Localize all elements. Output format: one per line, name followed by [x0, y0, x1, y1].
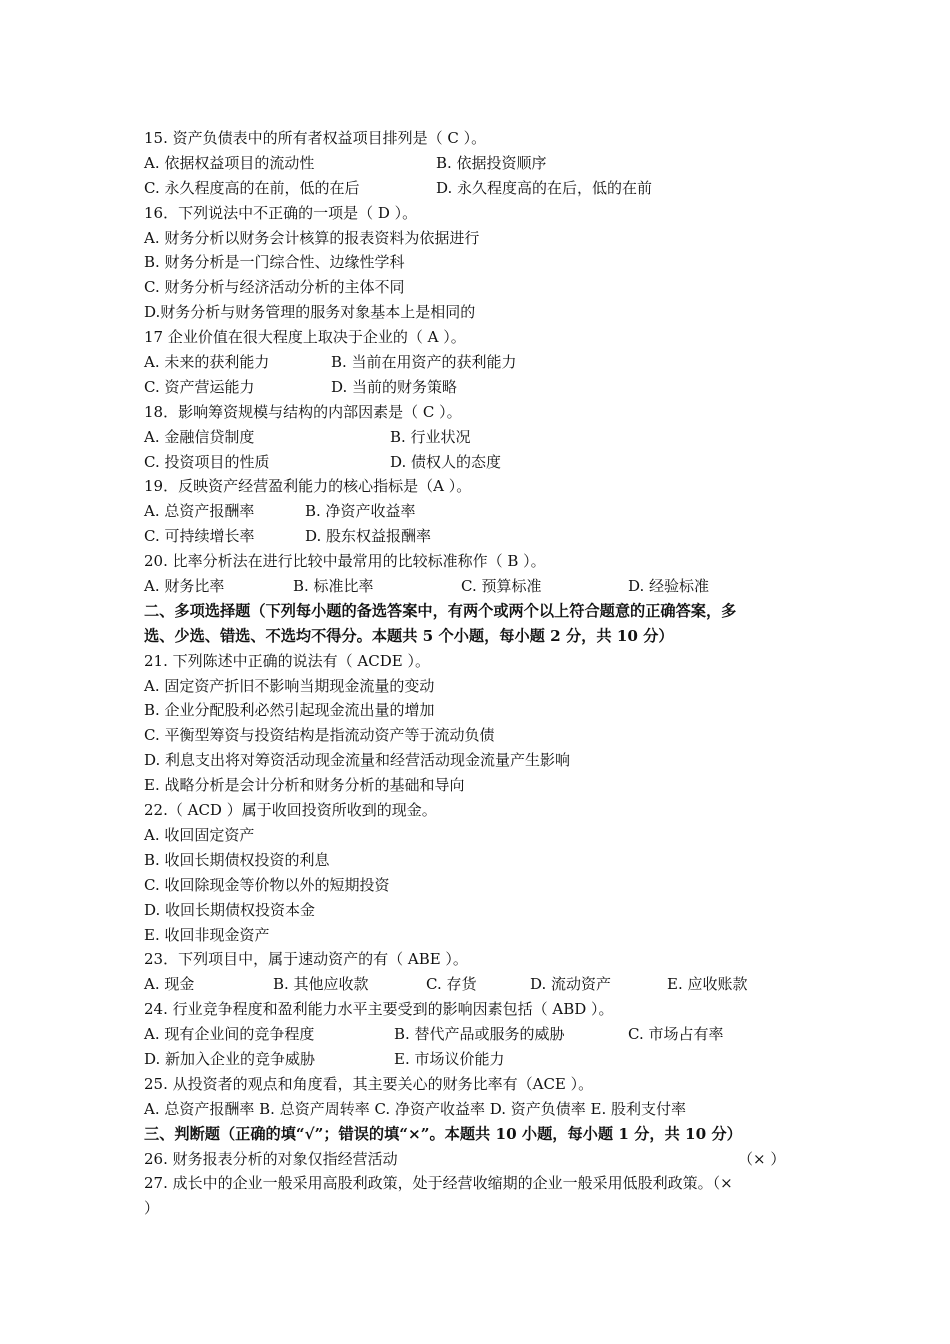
question-21-option-b: B. 企业分配股利必然引起现金流出量的增加	[144, 701, 435, 720]
question-22-option-b: B. 收回长期债权投资的利息	[144, 850, 330, 869]
question-16-option-a: A. 财务分析以财务会计核算的报表资料为依据进行	[144, 228, 480, 247]
question-15-option-a: A. 依据权益项目的流动性	[144, 153, 315, 172]
question-26-stem: 26. 财务报表分析的对象仅指经营活动	[144, 1149, 398, 1168]
question-16-option-b: B. 财务分析是一门综合性、边缘性学科	[144, 253, 405, 272]
question-23-options-row	[144, 972, 824, 997]
question-22-stem: 22.（ ACD ）属于收回投资所收到的现金。	[144, 801, 437, 820]
question-24-option-a: A. 现有企业间的竞争程度	[144, 1025, 315, 1044]
question-18-option-a: A. 金融信贷制度	[144, 427, 255, 446]
question-15-option-b: B. 依据投资顺序	[436, 153, 547, 172]
question-20-option-a: A. 财务比率	[144, 577, 225, 596]
question-26-row	[144, 1147, 824, 1172]
question-16-option-c: C. 财务分析与经济活动分析的主体不同	[144, 278, 405, 297]
question-22-option-e: E. 收回非现金资产	[144, 925, 270, 944]
question-18-option-c: C. 投资项目的性质	[144, 452, 270, 471]
question-15-options-row-1	[144, 151, 824, 176]
question-15-option-c: C. 永久程度高的在前，低的在后	[144, 178, 360, 197]
question-24-options-row-1	[144, 1022, 824, 1047]
question-21-option-a: A. 固定资产折旧不影响当期现金流量的变动	[144, 676, 435, 695]
question-20-options-row	[144, 574, 824, 599]
question-15-stem: 15. 资产负债表中的所有者权益项目排列是（ C ）。	[144, 129, 487, 147]
question-24-option-e: E. 市场议价能力	[394, 1049, 505, 1068]
question-16-stem: 16．下列说法中不正确的一项是（ D ）。	[144, 203, 418, 222]
question-25-options: A. 总资产报酬率 B. 总资产周转率 C. 净资产收益率 D. 资产负债率 E. 股利支付率	[144, 1099, 686, 1118]
question-18-options-row-2	[144, 450, 824, 475]
question-18-stem: 18．影响筹资规模与结构的内部因素是（ C ）。	[144, 402, 462, 421]
question-22-option-d: D. 收回长期债权投资本金	[144, 900, 316, 919]
question-18-option-b: B. 行业状况	[390, 427, 471, 446]
question-17-options-row-1	[144, 350, 824, 375]
question-27-stem-line-1: 27. 成长中的企业一般采用高股利政策，处于经营收缩期的企业一般采用低股利政策。（×	[144, 1174, 733, 1193]
section-3-heading: 三、判断题（正确的填“√”；错误的填“×”。本题共 10 小题，每小题 1 分，共 10 分）	[144, 1124, 742, 1143]
question-20-option-b: B. 标准比率	[293, 577, 374, 596]
question-21-option-e: E. 战略分析是会计分析和财务分析的基础和导向	[144, 776, 465, 795]
question-17-options-row-2	[144, 375, 824, 400]
question-24-stem: 24. 行业竞争程度和盈利能力水平主要受到的影响因素包括（ ABD ）。	[144, 1000, 614, 1019]
question-18-options-row-1	[144, 425, 824, 450]
question-22-option-a: A. 收回固定资产	[144, 825, 255, 844]
question-19-option-a: A. 总资产报酬率	[144, 502, 255, 521]
section-2-heading-line-1: 二、多项选择题（下列每小题的备选答案中，有两个或两个以上符合题意的正确答案，多	[144, 601, 737, 620]
question-17-stem: 17 企业价值在很大程度上取决于企业的（ A ）。	[144, 328, 466, 347]
question-21-option-d: D. 利息支出将对筹资活动现金流量和经营活动现金流量产生影响	[144, 751, 571, 770]
question-17-option-a: A. 未来的获利能力	[144, 353, 270, 372]
question-17-option-b: B. 当前在用资产的获利能力	[331, 353, 517, 372]
question-25-stem: 25. 从投资者的观点和角度看，其主要关心的财务比率有（ACE ）。	[144, 1074, 594, 1093]
question-15-options-row-2	[144, 176, 824, 201]
question-17-option-c: C. 资产营运能力	[144, 377, 255, 396]
question-23-option-a: A. 现金	[144, 975, 195, 994]
question-23-option-d: D. 流动资产	[530, 975, 612, 994]
question-16-option-d: D.财务分析与财务管理的服务对象基本上是相同的	[144, 303, 476, 322]
question-20-option-c: C. 预算标准	[461, 577, 542, 596]
question-17-option-d: D. 当前的财务策略	[331, 377, 458, 396]
question-18-option-d: D. 债权人的态度	[390, 452, 502, 471]
section-2-heading-line-2: 选、少选、错选、不选均不得分。本题共 5 个小题，每小题 2 分，共 10 分）	[144, 626, 674, 645]
question-21-option-c: C. 平衡型筹资与投资结构是指流动资产等于流动负债	[144, 726, 495, 745]
question-23-option-e: E. 应收账款	[667, 975, 748, 994]
question-19-option-d: D. 股东权益报酬率	[305, 527, 432, 546]
question-19-stem: 19．反映资产经营盈利能力的核心指标是（A ）。	[144, 477, 472, 496]
question-21-stem: 21. 下列陈述中正确的说法有（ ACDE ）。	[144, 651, 430, 670]
question-23-option-c: C. 存货	[426, 975, 477, 994]
question-23-stem: 23．下列项目中，属于速动资产的有（ ABE ）。	[144, 950, 468, 969]
question-19-options-row-2	[144, 524, 824, 549]
question-19-options-row-1	[144, 499, 824, 524]
question-19-option-b: B. 净资产收益率	[305, 502, 416, 521]
question-26-answer: （× ）	[738, 1149, 786, 1168]
question-15-option-d: D. 永久程度高的在后，低的在前	[436, 178, 653, 197]
question-19-option-c: C. 可持续增长率	[144, 527, 255, 546]
document-body	[144, 126, 824, 1221]
question-20-option-d: D. 经验标准	[628, 577, 710, 596]
question-27-stem-line-2: ）	[144, 1199, 160, 1218]
question-20-stem: 20. 比率分析法在进行比较中最常用的比较标准称作（ B ）。	[144, 552, 546, 571]
question-24-options-row-2	[144, 1047, 824, 1072]
question-23-option-b: B. 其他应收款	[273, 975, 369, 994]
question-24-option-c: C. 市场占有率	[628, 1025, 724, 1044]
question-22-option-c: C. 收回除现金等价物以外的短期投资	[144, 875, 390, 894]
question-24-option-d: D. 新加入企业的竞争威胁	[144, 1049, 316, 1068]
question-24-option-b: B. 替代产品或服务的威胁	[394, 1025, 565, 1044]
